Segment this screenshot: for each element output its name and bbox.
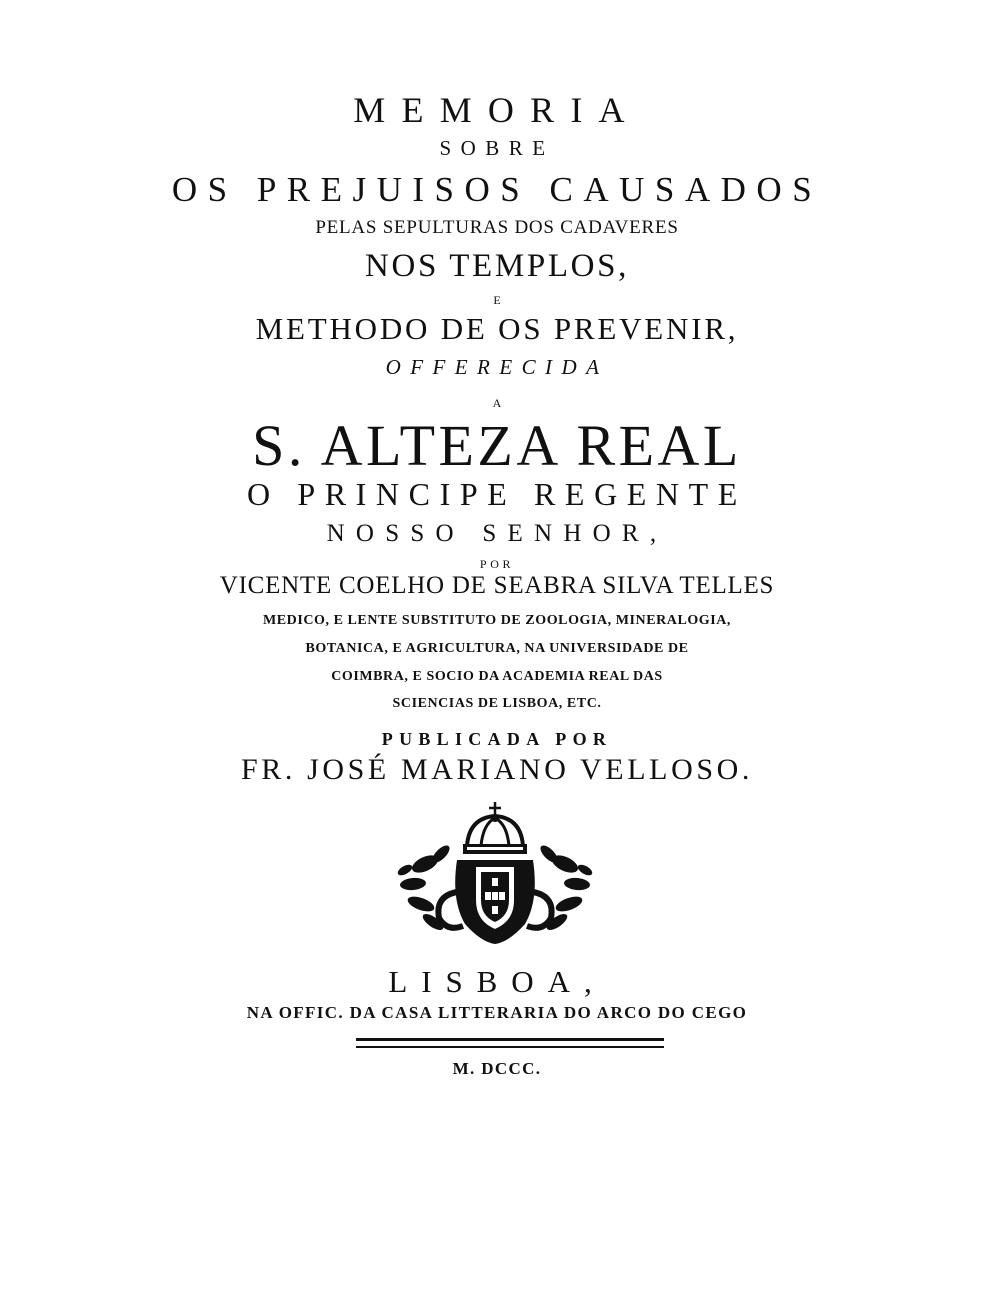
- title-templos: NOS TEMPLOS,: [365, 248, 629, 284]
- royal-coat-of-arms-icon: [395, 800, 595, 950]
- title-methodo: METHODO DE OS PREVENIR,: [255, 311, 739, 346]
- editor-name: FR. JOSÉ MARIANO VELLOSO.: [241, 753, 753, 786]
- title-conjunction-e: E: [493, 293, 501, 307]
- title-preposition-a: A: [492, 396, 502, 410]
- author-credentials-line: MEDICO, E LENTE SUBSTITUTO DE ZOOLOGIA, MINERALOGIA,: [262, 613, 731, 628]
- title-sepulturas: PELAS SEPULTURAS DOS CADAVERES: [315, 217, 679, 238]
- title-offerecida: OFFERECIDA: [385, 355, 609, 379]
- author-name: VICENTE COELHO DE SEABRA SILVA TELLES: [219, 572, 775, 599]
- imprint-press: NA OFFIC. DA CASA LITTERARIA DO ARCO DO CEGO: [246, 1003, 748, 1022]
- author-credentials-line: COIMBRA, E SOCIO DA ACADEMIA REAL DAS: [331, 669, 663, 684]
- author-credentials-line: SCIENCIAS DE LISBOA, ETC.: [392, 696, 602, 711]
- title-alteza-real: S. ALTEZA REAL: [252, 413, 742, 478]
- published-by: PUBLICADA POR: [381, 729, 613, 749]
- double-rule-top: [356, 1038, 664, 1041]
- author-credentials-line: BOTANICA, E AGRICULTURA, NA UNIVERSIDADE DE: [305, 641, 689, 656]
- title-principe-regente: O PRINCIPE REGENTE: [247, 476, 747, 512]
- imprint-city: LISBOA,: [388, 964, 606, 999]
- double-rule-bottom: [356, 1046, 664, 1048]
- title-prejuisos: OS PREJUISOS CAUSADOS: [171, 170, 823, 209]
- imprint-year: M. DCCC.: [452, 1059, 542, 1078]
- title-nosso-senhor: NOSSO SENHOR,: [326, 520, 668, 547]
- title-memoria: MEMORIA: [353, 90, 641, 130]
- title-sobre: SOBRE: [439, 136, 555, 160]
- author-por: POR: [479, 557, 515, 571]
